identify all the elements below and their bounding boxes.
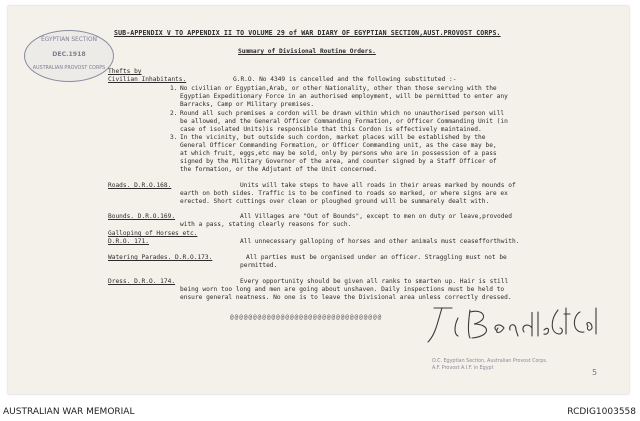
stamp-bottom-text: AUSTRALIAN PROVOST CORPS [32,66,106,71]
item-line: In the vicinity, but outside such cordon, market places will be established by the [180,134,486,141]
section-label-galloping-1: Galloping of Horses etc. [108,230,198,237]
item-line: No civilian or Egyptian,Arab, or other Nationality, other than those serving with the [180,85,497,92]
item-line: case of isolated Units)is responsible that this Cordon is effectively maintained. [180,126,482,133]
section-label-roads: Roads. D.R.O.168. [108,182,172,189]
watering-line: permitted. [240,262,278,269]
section-label-galloping-2: D.R.O. 171. [108,238,149,245]
item-line: signed by the Military Governor of the area, and counter signed by a Staff Officer of [180,158,497,165]
bounds-line: with a pass, stating clearly reasons for such. [180,221,352,228]
stamp-date: DEC.1918 [52,51,86,58]
dress-line: ensure general neatness. No one is to leave the Divisional area unless correctly dressed. [180,294,512,301]
document-heading: SUB-APPENDIX V TO APPENDIX II TO VOLUME 29 of WAR DIARY OF EGYPTIAN SECTION,AUST.PROVOST CORPS. [114,29,501,37]
section-label-dress: Dress. D.R.O. 174. [108,278,176,285]
thefts-intro: G.R.O. No 4349 is cancelled and the following substituted :- [233,76,457,83]
item-line: Egyptian Expeditionary Force in an authorised employment, will be permitted to enter any [180,93,508,100]
dress-line: Every opportunity should be given all ranks to smarten up. Hair is still [240,278,509,285]
page-mark: 5 [592,368,598,377]
footer-archive-name: AUSTRALIAN WAR MEMORIAL [3,407,135,417]
section-label-thefts-2: Civilian Inhabitants. [108,76,187,83]
item-line: be allowed, and the General Officer Commanding Formation, or Officer Commanding Unit (in [180,118,508,125]
signature-typed-line-1: O.C. Egyptian Section, Australian Provost Corps. [432,358,548,364]
galloping-line: All unnecessary galloping of horses and other animals must ceasefforthwith. [240,238,520,245]
roads-line: earth on both sides. Traffic is to be confined to roads so marked, or where signs are ex [180,190,508,197]
bounds-line: All Villages are "Out of Bounds", except to men on duty or leave,provoded [240,213,512,220]
item-line: Barracks, Camp or Military premises. [180,101,315,108]
handwritten-signature [424,300,604,360]
item-number: 3. [170,134,178,141]
item-line: Round all such premises a cordon will be drawn within which no unauthorised person will [180,110,505,117]
summary-title: Summary of Divisional Routine Orders. [238,48,376,55]
egyptian-section-stamp [24,30,114,82]
item-number: 1. [170,85,178,92]
section-label-watering: Watering Parades. D.R.O.173. [108,254,213,261]
roads-line: erected. Short cuttings over clean or ploughed ground will be summarely dealt with. [180,198,490,205]
roads-line: Units will take steps to have all roads in their areas marked by mounds of [240,182,516,189]
item-line: the formation, or the Adjutant of the Unit concerned. [180,166,378,173]
section-label-bounds: Bounds. D.R.O.169. [108,213,176,220]
watering-line: All parties must be organised under an officer. Straggling must not be [246,254,507,261]
footer-record-id: RCDIG1003558 [567,407,636,417]
item-number: 2. [170,110,178,117]
dress-line: being worn too long and men are going about unshaven. Daily inspections must be held to [180,286,505,293]
ornamental-divider: @@@@@@@@@@@@@@@@@@@@@@@@@@@@@@@@@ [230,314,383,321]
stamp-top-text: EGYPTIAN SECTION [41,37,97,43]
signature-typed-line-2: A.F. Provost A.I.F. in Egypt [432,365,494,371]
section-label-thefts-1: Thefts by [108,68,142,75]
item-line: General Officer Commanding Formation, or Officer Commanding unit, as the case may be, [180,142,497,149]
item-line: at which fruit, eggs,etc may be sold, only by persons who are in possession of a pass [180,150,497,157]
